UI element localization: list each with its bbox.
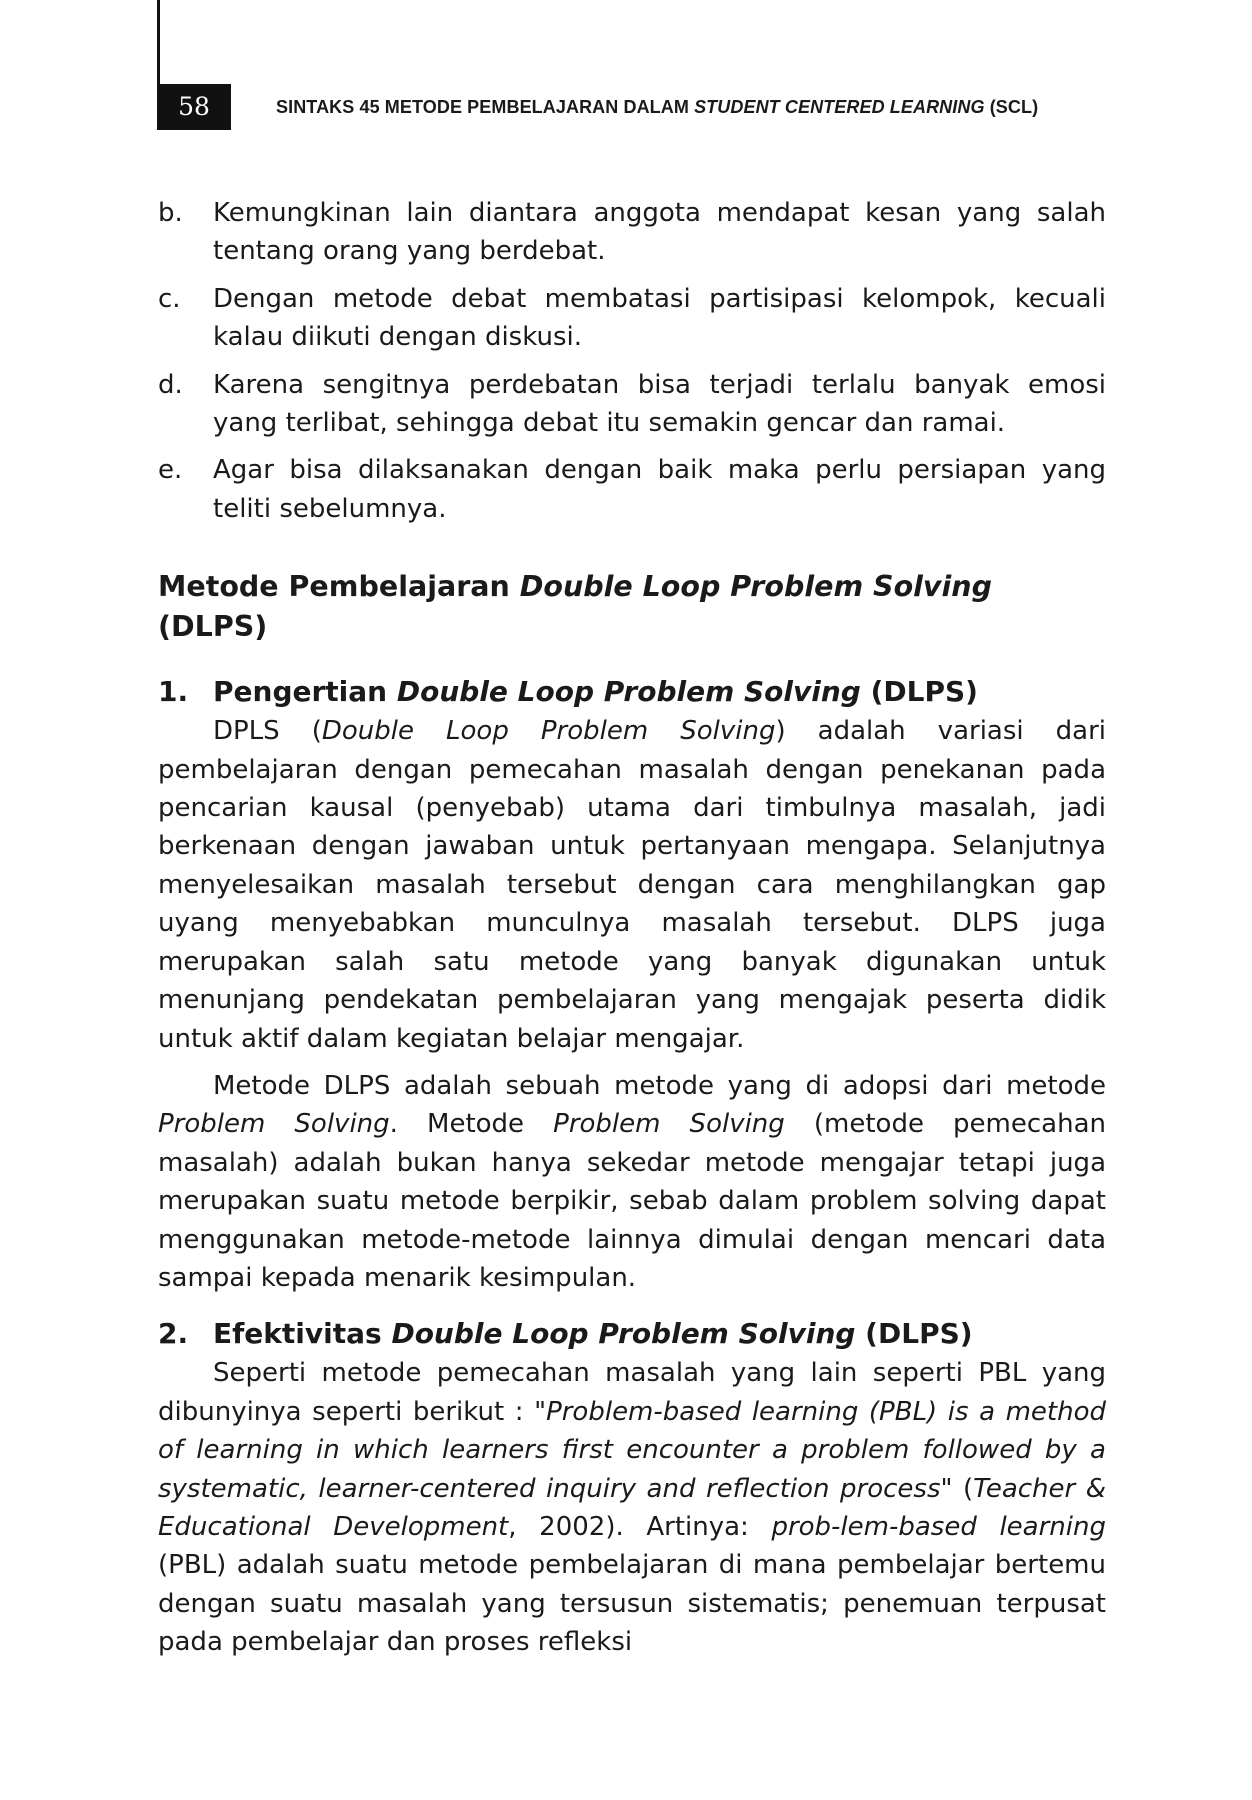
subheading-italic: Double Loop Problem Solving [396, 675, 861, 709]
text-run: . Metode [389, 1109, 554, 1140]
subheading-suffix: (DLPS) [860, 675, 978, 709]
list-text: Agar bisa dilaksanakan dengan baik maka perlu persiapan yang teliti sebelumnya. [213, 455, 1106, 524]
text-run: (PBL) adalah suatu metode pembelajaran di mana pembelajar bertemu dengan suatu masalah yang tersusun sistematis; penemuan terpusat pada pembelajar dan proses refleksi [158, 1550, 1106, 1658]
text-run: , 2002). Artinya: [508, 1511, 772, 1542]
section-title-suffix: (DLPS) [158, 610, 268, 644]
subheading-italic: Double Loop Problem Solving [391, 1317, 856, 1351]
page-content [158, 194, 1106, 1671]
text-run: Seperti metode pemecahan masalah yang lain seperti PBL yang dibunyinya seperti berikut : " [158, 1358, 1106, 1427]
list-item-c [158, 280, 1106, 357]
paragraph-dlps-definition [158, 712, 1106, 1058]
italic-run: Problem Solving [158, 1109, 390, 1140]
running-header [276, 92, 1096, 122]
text-run: " ( [940, 1473, 974, 1504]
italic-run: Teacher & Educational Development [158, 1473, 1106, 1542]
list-marker: b. [158, 198, 183, 228]
section-title-italic: Double Loop Problem Solving [519, 570, 992, 604]
list-text: Karena sengitnya perdebatan bisa terjadi terlalu banyak emosi yang terlibat, sehingga debat itu semakin gencar dan ramai. [213, 369, 1106, 439]
section-title [158, 567, 1106, 647]
list-marker: d. [158, 369, 183, 400]
list-marker: e. [158, 455, 183, 486]
paragraph-dlps-origin [158, 1067, 1106, 1297]
section-title-prefix: Metode Pembelajaran [158, 570, 520, 604]
subheading-number: 2. [158, 1317, 189, 1351]
subheading-prefix: Pengertian [213, 675, 397, 709]
running-header-prefix: SINTAKS 45 METODE PEMBELAJARAN DALAM [276, 97, 695, 117]
subheading-pengertian [158, 672, 1106, 712]
paragraph-pbl [158, 1354, 1106, 1661]
subheading-number: 1. [158, 675, 189, 709]
list-item-d [158, 366, 1106, 443]
text-run: (metode pemecahan masalah) adalah bukan hanya sekedar metode mengajar tetapi juga merupakan suatu metode berpikir, sebab dalam problem solving dapat menggunakan metode-metode lainnya dimulai dengan mencari data sampai kepada menarik kesimpulan. [158, 1109, 1106, 1293]
list-text: Dengan metode debat membatasi partisipasi kelompok, kecuali kalau diikuti dengan diskusi. [213, 283, 1106, 353]
list-item-e [158, 451, 1106, 528]
italic-run: Problem Solving [553, 1109, 785, 1140]
italic-run: prob-lem-based learning [771, 1511, 1106, 1542]
running-header-suffix: (SCL) [984, 97, 1039, 117]
subheading-suffix: (DLPS) [855, 1317, 973, 1351]
list-text: Kemungkinan lain diantara anggota mendapat kesan yang salah tentang orang yang berdebat. [213, 198, 1106, 267]
margin-rule [157, 0, 160, 86]
text-run: ) adalah variasi dari pembelajaran dengan pemecahan masalah dengan penekanan pada pencarian kausal (penyebab) utama dari timbulnya masalah, jadi berkenaan dengan jawaban untuk pertanyaan mengapa. Selanjutnya menyelesaikan masalah tersebut dengan cara menghilangkan gap uyang menyebabkan munculnya masalah tersebut. DLPS juga merupakan salah satu metode yang banyak digunakan untuk menunjang pendekatan pembelajaran yang mengajak peserta didik untuk aktif dalam kegiatan belajar mengajar. [158, 716, 1106, 1054]
italic-run: Double Loop Problem Solving [321, 716, 776, 747]
italic-run: Problem-based learning (PBL) is a method of learning in which learners first encounter a problem followed by a systematic, learner-centered inquiry and reflection process [158, 1396, 1106, 1504]
page-number: 58 [157, 84, 231, 130]
subheading-efektivitas [158, 1314, 1106, 1354]
list-item-b [158, 194, 1106, 271]
list-marker: c. [158, 283, 181, 314]
text-run: DPLS ( [213, 716, 322, 747]
text-run: Metode DLPS adalah sebuah metode yang di adopsi dari metode [213, 1070, 1106, 1101]
subheading-prefix: Efektivitas [213, 1317, 392, 1351]
running-header-italic: STUDENT CENTERED LEARNING [694, 97, 985, 117]
